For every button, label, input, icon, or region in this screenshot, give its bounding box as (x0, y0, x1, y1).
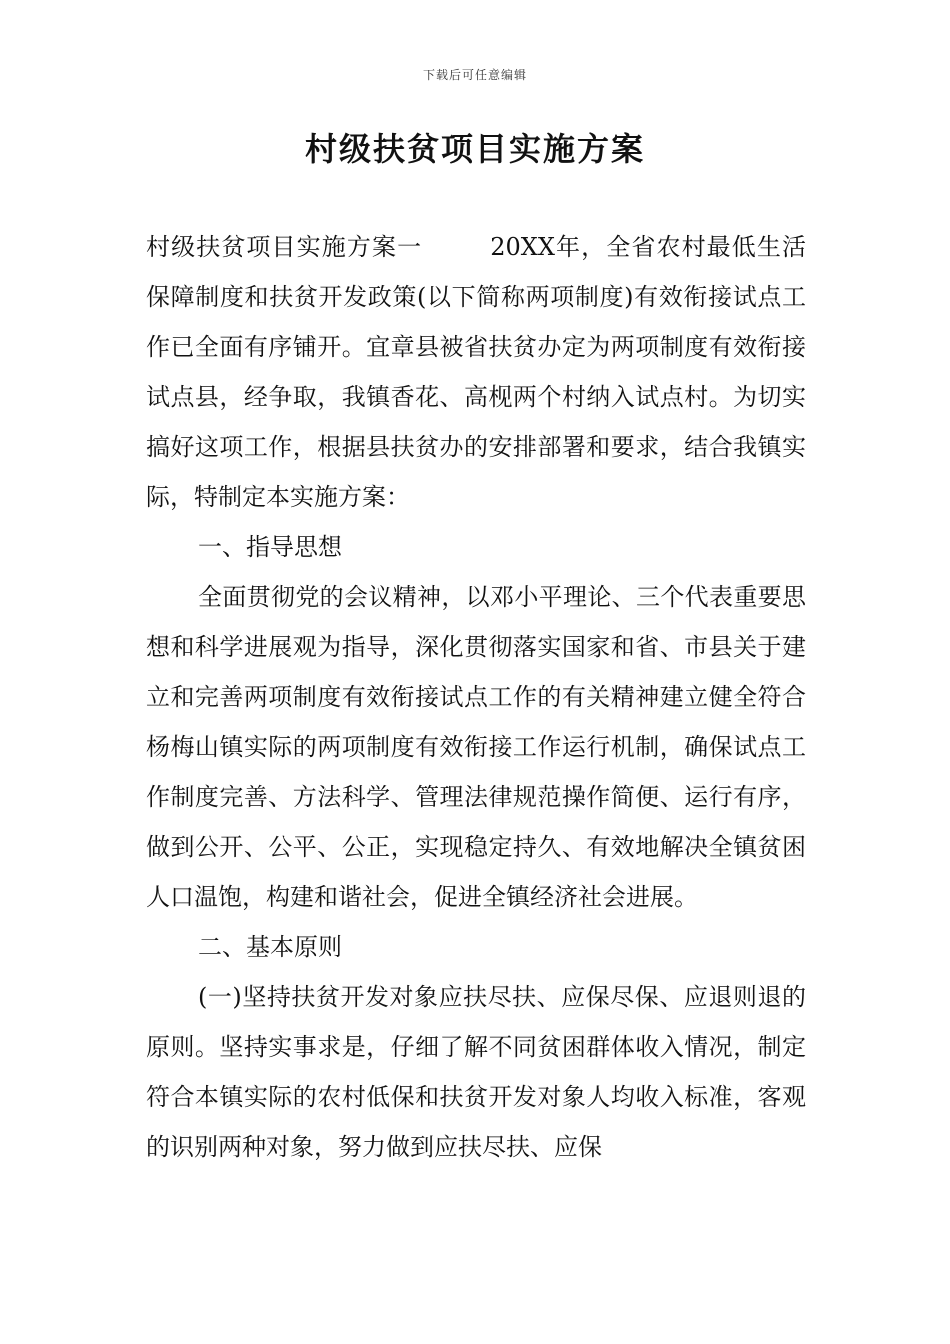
section-heading-2: 二、基本原则 (198, 933, 342, 961)
intro-paragraph (146, 222, 806, 522)
intro-text: 20XX年，全省农村最低生活保障制度和扶贫开发政策(以下简称两项制度)有效衔接试点工作已全面有序铺开。宜章县被省扶贫办定为两项制度有效衔接试点县，经争取，我镇香花、高枧两个村纳入试点村。为切实搞好这项工作，根据县扶贫办的安排部署和要求，结合我镇实际，特制定本实施方案： (146, 233, 806, 511)
section-paragraph-2: (一)坚持扶贫开发对象应扶尽扶、应保尽保、应退则退的原则。坚持实事求是，仔细了解不同贫困群体收入情况，制定符合本镇实际的农村低保和扶贫开发对象人均收入标准，客观的识别两种对象，努力做到应扶尽扶、应保 (146, 983, 806, 1161)
section-heading-1: 一、指导思想 (198, 533, 342, 561)
intro-lead: 村级扶贫项目实施方案一 (146, 233, 423, 261)
document-title: 村级扶贫项目实施方案 (304, 130, 645, 168)
section-paragraph-1: 全面贯彻党的会议精神，以邓小平理论、三个代表重要思想和科学进展观为指导，深化贯彻落实国家和省、市县关于建立和完善两项制度有效衔接试点工作的有关精神建立健全符合杨梅山镇实际的两项制度有效衔接工作运行机制，确保试点工作制度完善、方法科学、管理法律规范操作简便、运行有序，做到公开、公平、公正，实现稳定持久、有效地解决全镇贫困人口温饱，构建和谐社会，促进全镇经济社会进展。 (146, 583, 806, 911)
page-header-note: 下载后可任意编辑 (422, 68, 527, 82)
document-body (146, 222, 806, 1172)
